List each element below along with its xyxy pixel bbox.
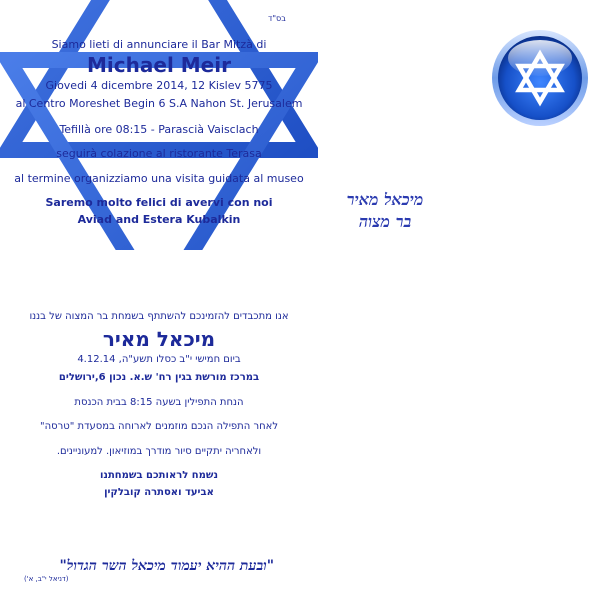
hebrew-tefilla: הנחת התפילין בשעה 8:15 בבית הכנסת [74, 397, 244, 408]
hebrew-name: מיכאל מאיר [102, 327, 216, 351]
hebrew-museum: ולאחריה יתקיים סיור מודרך במוזיאון. למעוניינים. [56, 446, 262, 457]
italian-name: Michael Meir [87, 53, 231, 77]
italian-happy: Saremo molto felici di avervi con noi [45, 196, 273, 209]
italian-museum: al termine organizziamo una visita guidata al museo [14, 172, 304, 185]
hebrew-breakfast: לאחר התפילה הנכם מוזמנים לארוחה במסעדת "טרסה" [39, 421, 279, 432]
script-name-line2: בר מצוה [358, 212, 412, 231]
hebrew-intro: אנו מתכבדים להזמינכם להשתתף בשמחת בר המצוה של בננו [29, 311, 289, 322]
italian-place: al Centro Moreshet Begin 6 S.A Nahon St. Jerusalem [15, 97, 303, 110]
italian-parents: Aviad and Estera Kubalkin [77, 213, 241, 226]
italian-tefilla: Tefillà ore 08:15 - Parascià Vaisclach [59, 123, 259, 136]
hebrew-place: במרכז מורשת בגין רח' ש.א. נכון 6,ירושלים [58, 372, 260, 383]
hebrew-date: ביום חמישי י"ב כסלו תשע"ה, 4.12.14 [77, 354, 241, 365]
hebrew-parents: אביעד ואסתרה קובלקין [104, 487, 214, 498]
italian-intro: Siamo lieti di annunciare il Bar Mitzà di [51, 38, 267, 51]
script-name-line1: מיכאל מאיר [346, 190, 424, 209]
quote-source: (דניאל י"ב, א') [24, 575, 69, 583]
italian-date: Giovedi 4 dicembre 2014, 12 Kislev 5775 [45, 79, 273, 92]
italian-breakfast: seguirà colazione al ristorante Terasa [56, 147, 262, 160]
quote-text: "ובעת ההיא יעמוד מיכאל השר הגדול" [59, 558, 274, 574]
star-of-david-button-icon [490, 28, 590, 128]
corner-note: בס"ד [268, 14, 286, 23]
hebrew-happy: נשמח לראותכם בשמחתנו [99, 470, 218, 481]
